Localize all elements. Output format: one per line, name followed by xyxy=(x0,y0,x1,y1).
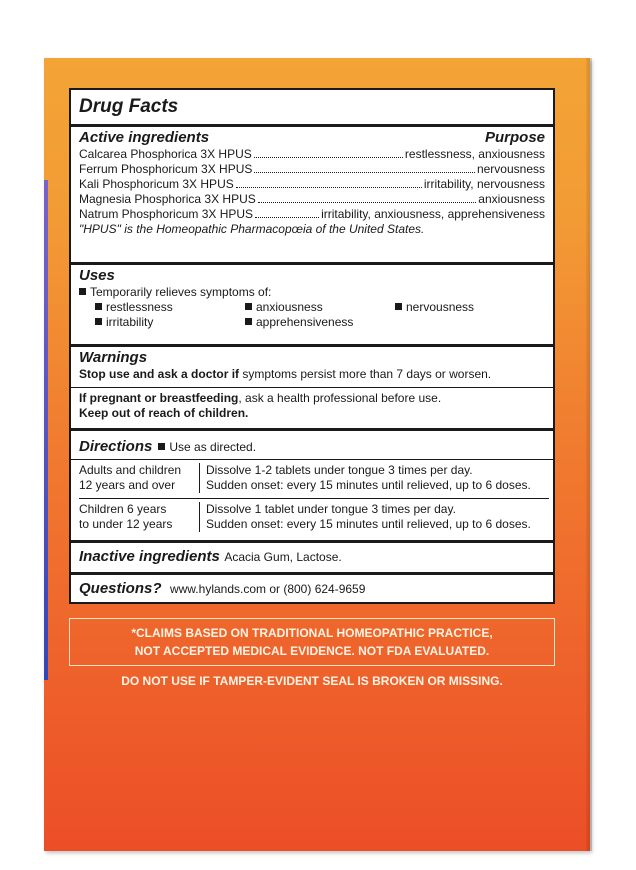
claims-line: *CLAIMS BASED ON TRADITIONAL HOMEOPATHIC PRACTICE, xyxy=(131,626,493,640)
symptom-item xyxy=(245,315,395,330)
directions-intro: Use as directed. xyxy=(169,440,257,454)
directions-table xyxy=(79,460,549,540)
questions-section xyxy=(71,580,553,598)
divider-thick xyxy=(71,540,553,543)
hpus-note: "HPUS" is the Homeopathic Pharmacopœia of the United States. xyxy=(79,222,425,236)
table-row xyxy=(79,502,549,532)
drug-facts-title: Drug Facts xyxy=(79,96,179,117)
symptom-item xyxy=(395,300,545,315)
symptom-label: nervousness xyxy=(406,300,475,314)
directions-heading: Directions xyxy=(79,438,153,455)
directions-intro-line xyxy=(158,440,256,455)
warning-keep-out-text: Keep out of reach of children. xyxy=(79,406,249,420)
bullet-square-icon xyxy=(158,443,165,450)
claims-disclaimer xyxy=(69,618,555,666)
dosage-cell xyxy=(199,502,549,532)
ingredient-purpose: anxiousness xyxy=(478,192,545,206)
symptom-list xyxy=(79,300,545,330)
bullet-square-icon xyxy=(95,303,102,310)
ingredient-row xyxy=(79,177,545,192)
ingredient-row xyxy=(79,207,545,222)
symptom-item xyxy=(245,300,395,315)
box-right-shadow xyxy=(586,58,592,851)
directions-section xyxy=(71,438,553,456)
bullet-square-icon xyxy=(395,303,402,310)
dosage-cell xyxy=(199,463,549,493)
age-group-cell xyxy=(79,463,199,493)
dot-leader xyxy=(258,202,477,203)
divider-thin xyxy=(71,387,553,388)
inactive-section xyxy=(71,548,553,566)
symptom-label: irritability xyxy=(106,315,154,329)
warnings-section xyxy=(71,349,553,382)
age-group-line: Children 6 years xyxy=(79,502,167,516)
inactive-text: Acacia Gum, Lactose. xyxy=(224,550,342,564)
warning-preg-bold: If pregnant or breastfeeding xyxy=(79,391,239,405)
ingredient-row xyxy=(79,147,545,162)
age-group-line: to under 12 years xyxy=(79,517,173,531)
box-side-edge xyxy=(44,180,48,680)
dot-leader xyxy=(236,187,422,188)
uses-heading: Uses xyxy=(79,267,115,284)
active-ingredients-section xyxy=(71,129,553,237)
ingredient-row xyxy=(79,162,545,177)
warning-stop-use xyxy=(79,367,545,382)
bullet-square-icon xyxy=(79,288,86,295)
table-row xyxy=(79,463,549,493)
questions-heading: Questions? xyxy=(79,580,162,597)
ingredient-purpose: restlessness, anxiousness xyxy=(404,147,545,161)
ingredient-purpose: irritability, anxiousness, apprehensiveness xyxy=(321,207,545,221)
drug-facts-panel xyxy=(69,88,555,604)
ingredient-name: Calcarea Phosphorica 3X HPUS xyxy=(79,147,252,161)
age-group-line: 12 years and over xyxy=(79,478,176,492)
divider-thin xyxy=(79,498,549,499)
ingredient-purpose: nervousness xyxy=(476,162,545,176)
symptom-item xyxy=(95,300,245,315)
ingredient-row xyxy=(79,192,545,207)
purpose-heading: Purpose xyxy=(484,129,545,146)
symptom-label: restlessness xyxy=(106,300,173,314)
symptom-label: anxiousness xyxy=(256,300,323,314)
warning-stop-text: symptoms persist more than 7 days or worsen. xyxy=(239,367,492,381)
ingredient-purpose: irritability, nervousness xyxy=(423,177,545,191)
dosage-line: Sudden onset: every 15 minutes until relieved, up to 6 doses. xyxy=(206,478,531,492)
age-group-cell xyxy=(79,502,199,532)
warning-stop-bold: Stop use and ask a doctor if xyxy=(79,367,240,381)
divider-thick xyxy=(71,344,553,347)
dosage-line: Dissolve 1-2 tablets under tongue 3 times per day. xyxy=(206,463,473,477)
ingredient-name: Ferrum Phosphoricum 3X HPUS xyxy=(79,162,253,176)
symptom-item xyxy=(95,315,245,330)
divider-thick xyxy=(71,572,553,575)
warning-keep-out xyxy=(79,406,545,421)
ingredient-name: Kali Phosphoricum 3X HPUS xyxy=(79,177,234,191)
bullet-square-icon xyxy=(95,318,102,325)
age-group-line: Adults and children xyxy=(79,463,182,477)
divider-thick xyxy=(71,124,553,127)
dot-leader xyxy=(255,217,319,218)
claims-line: NOT ACCEPTED MEDICAL EVIDENCE. NOT FDA EVALUATED. xyxy=(134,644,490,658)
questions-text: www.hylands.com or (800) 624-9659 xyxy=(169,582,366,596)
dosage-line: Sudden onset: every 15 minutes until relieved, up to 6 doses. xyxy=(206,517,531,531)
bullet-square-icon xyxy=(245,303,252,310)
uses-intro-line xyxy=(79,285,545,300)
bullet-square-icon xyxy=(245,318,252,325)
drug-facts-title-section xyxy=(71,96,553,118)
dosage-line: Dissolve 1 tablet under tongue 3 times per day. xyxy=(206,502,456,516)
warnings-heading: Warnings xyxy=(79,349,148,366)
warnings-section-2 xyxy=(71,391,553,421)
ingredient-name: Magnesia Phosphorica 3X HPUS xyxy=(79,192,256,206)
symptom-label: apprehensiveness xyxy=(256,315,354,329)
inactive-heading: Inactive ingredients xyxy=(79,548,220,565)
ingredient-name: Natrum Phosphoricum 3X HPUS xyxy=(79,207,254,221)
warning-preg-text: , ask a health professional before use. xyxy=(238,391,442,405)
uses-intro: Temporarily relieves symptoms of: xyxy=(90,285,272,299)
warning-pregnant xyxy=(79,391,545,406)
dot-leader xyxy=(254,157,403,158)
uses-section xyxy=(71,267,553,330)
active-ingredients-heading: Active ingredients xyxy=(79,129,210,146)
seal-warning: DO NOT USE IF TAMPER-EVIDENT SEAL IS BROKEN OR MISSING. xyxy=(121,674,503,688)
dot-leader xyxy=(254,172,475,173)
divider-thick xyxy=(71,428,553,431)
divider-thick xyxy=(71,262,553,265)
